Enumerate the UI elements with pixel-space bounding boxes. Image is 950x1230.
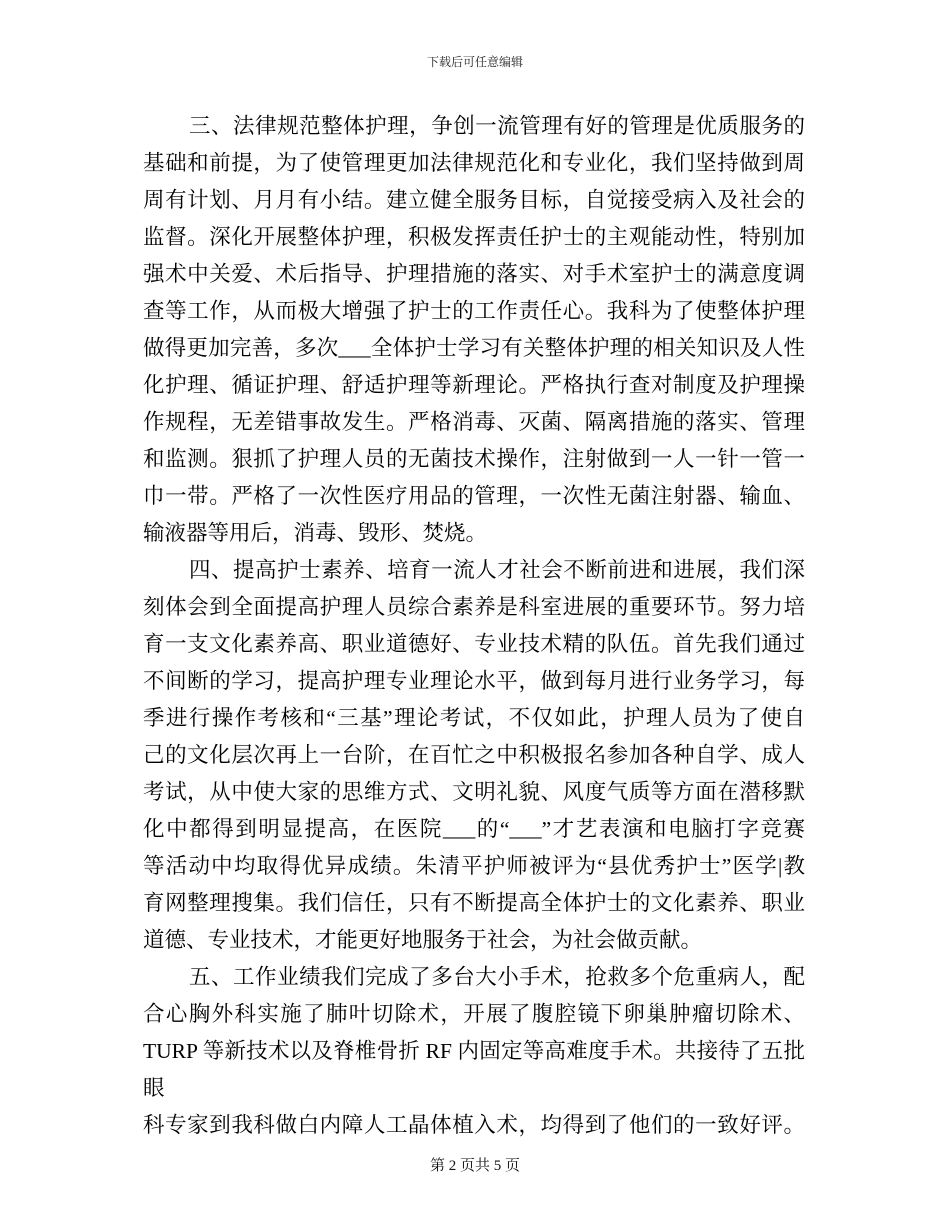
paragraph-line: 基础和前提，为了使管理更加法律规范化和专业化，我们坚持做到周 — [143, 151, 805, 175]
paragraph-line: 查等工作，从而极大增强了护士的工作责任心。我科为了使整体护理 — [143, 299, 805, 323]
paragraph-line: 四、提高护士素养、培育一流人才社会不断前进和进展，我们深 — [189, 558, 805, 582]
paragraph-line: 监督。深化开展整体护理，积极发挥责任护士的主观能动性，特别加 — [143, 225, 805, 249]
paragraph-line: 和监测。狠抓了护理人员的无菌技术操作，注射做到一人一针一管一 — [143, 447, 805, 471]
body-paragraph-five — [143, 959, 805, 1144]
paragraph-line: 合心胸外科实施了肺叶切除术，开展了腹腔镜下卵巢肿瘤切除术、 — [143, 1002, 805, 1026]
paragraph-line: 等活动中均取得优异成绩。朱清平护师被评为“县优秀护士”医学|教 — [143, 854, 805, 878]
paragraph-line: TURP 等新技术以及脊椎骨折 RF 内固定等高难度手术。共接待了五批眼 — [143, 1039, 805, 1100]
page-header-note: 下载后可任意编辑 — [426, 55, 523, 69]
paragraph-line: 化中都得到明显提高，在医院___的“___”才艺表演和电脑打字竞赛 — [143, 817, 805, 841]
paragraph-line: 考试，从中使大家的思维方式、文明礼貌、风度气质等方面在潜移默 — [143, 780, 805, 804]
paragraph-line: 作规程，无差错事故发生。严格消毒、灭菌、隔离措施的落实、管理 — [143, 410, 805, 434]
paragraph-line: 五、工作业绩我们完成了多台大小手术，抢救多个危重病人，配 — [189, 965, 805, 989]
paragraph-line: 周有计划、月月有小结。建立健全服务目标，自觉接受病入及社会的 — [143, 188, 805, 212]
paragraph-line: 三、法律规范整体护理，争创一流管理有好的管理是优质服务的 — [189, 114, 805, 138]
paragraph-line: 科专家到我科做白内障人工晶体植入术，均得到了他们的一致好评。 — [143, 1113, 805, 1137]
paragraph-line: 刻体会到全面提高护理人员综合素养是科室进展的重要环节。努力培 — [143, 595, 805, 619]
paragraph-line: 输液器等用后，消毒、毁形、焚烧。 — [143, 521, 488, 545]
paragraph-line: 巾一带。严格了一次性医疗用品的管理，一次性无菌注射器、输血、 — [143, 484, 805, 508]
page-number: 第 2 页共 5 页 — [429, 1158, 520, 1174]
paragraph-line: 育网整理搜集。我们信任，只有不断提高全体护士的文化素养、职业 — [143, 891, 805, 915]
body-paragraph-three — [143, 108, 805, 552]
document-body — [143, 108, 805, 1144]
paragraph-line: 育一支文化素养高、职业道德好、专业技术精的队伍。首先我们通过 — [143, 632, 805, 656]
paragraph-line: 做得更加完善，多次___全体护士学习有关整体护理的相关知识及人性 — [143, 336, 805, 360]
paragraph-line: 己的文化层次再上一台阶，在百忙之中积极报名参加各种自学、成人 — [143, 743, 805, 767]
paragraph-line: 强术中关爱、术后指导、护理措施的落实、对手术室护士的满意度调 — [143, 262, 805, 286]
paragraph-line: 季进行操作考核和“三基”理论考试，不仅如此，护理人员为了使自 — [143, 706, 805, 730]
paragraph-line: 道德、专业技术，才能更好地服务于社会，为社会做贡献。 — [143, 928, 703, 952]
body-paragraph-four — [143, 552, 805, 959]
paragraph-line: 化护理、循证护理、舒适护理等新理论。严格执行查对制度及护理操 — [143, 373, 805, 397]
paragraph-line: 不间断的学习，提高护理专业理论水平，做到每月进行业务学习，每 — [143, 669, 805, 693]
